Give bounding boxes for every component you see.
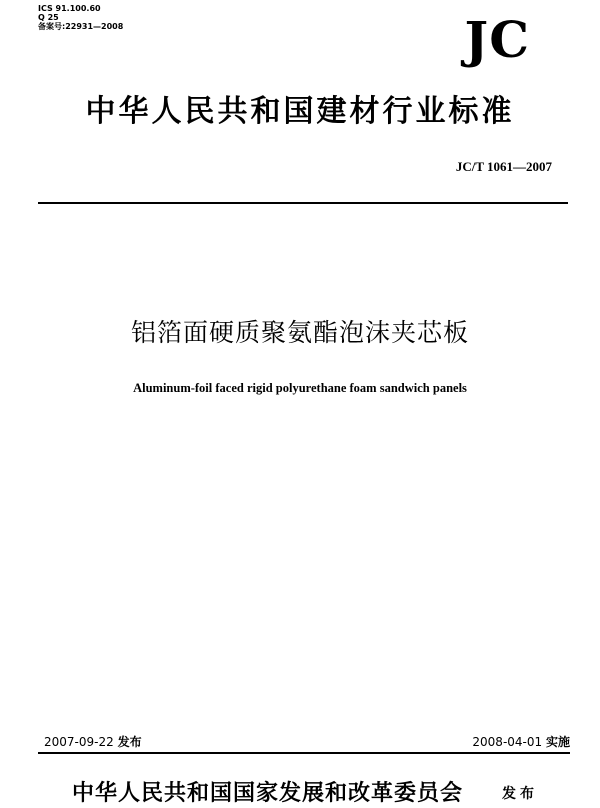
document-title-english: Aluminum-foil faced rigid polyurethane foam sandwich panels xyxy=(133,381,467,395)
document-title-chinese: 铝箔面硬质聚氨酯泡沫夹芯板 xyxy=(130,318,469,347)
jc-logo: JC xyxy=(464,10,530,69)
top-divider xyxy=(38,202,568,204)
implementation-label: 实施 xyxy=(545,735,570,749)
filing-number: 备案号:22931—2008 xyxy=(38,22,124,31)
bottom-divider xyxy=(38,752,570,754)
implementation-date: 2008-04-01 xyxy=(472,735,543,749)
issuing-authority: 中华人民共和国国家发展和改革委员会 xyxy=(72,780,464,806)
release-date: 2007-09-22 xyxy=(44,735,114,749)
document-metadata xyxy=(38,4,123,31)
implementation-date-block xyxy=(472,733,570,750)
issue-label: 发布 xyxy=(502,786,538,802)
industry-standard-title: 中华人民共和国建材行业标准 xyxy=(85,94,515,129)
ics-code: ICS 91.100.60 xyxy=(38,4,101,13)
standard-number: JC/T 1061—2007 xyxy=(455,159,552,174)
release-label: 发布 xyxy=(117,735,142,749)
classification-code: Q 25 xyxy=(38,13,59,22)
release-date-block xyxy=(44,733,142,750)
